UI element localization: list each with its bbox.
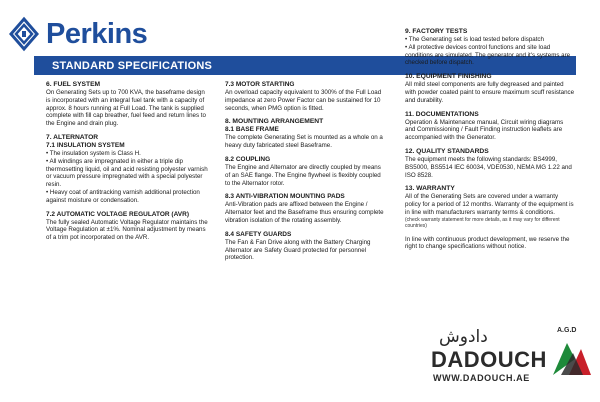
section-warranty xyxy=(405,185,575,229)
dealer-name: DADOUCH xyxy=(431,347,547,372)
dealer-abbreviation: A.G.D xyxy=(557,327,577,334)
section-title: 10. EQUIPMENT FINISHING xyxy=(405,73,492,81)
section-anti-vibration xyxy=(225,193,387,224)
banner-title: STANDARD SPECIFICATIONS xyxy=(52,60,213,72)
brand-name: Perkins xyxy=(46,17,148,50)
bullet-item: • All windings are impregnated in either a triple dip thermosetting liquid, oil and acid resisting polyester varnish or vacuum pressure impregnated with a special polyester resin. xyxy=(46,157,208,189)
section-title: 8. MOUNTING ARRANGEMENT xyxy=(225,118,324,126)
section-quality-standards xyxy=(405,148,575,179)
section-text: All mild steel components are fully degreased and painted with powder coated paint to ensure maximum scuff resistance and durability. xyxy=(405,81,575,104)
dadouch-logo xyxy=(427,327,597,397)
section-title: 9. FACTORY TESTS xyxy=(405,28,468,35)
closing-statement: In line with continuous product development, we reserve the right to change specifications without notice. xyxy=(405,235,570,251)
subsection-title: 7.3 MOTOR STARTING xyxy=(225,81,295,88)
subsection-title: 7.2 AUTOMATIC VOLTAGE REGULATOR (AVR) xyxy=(46,210,189,218)
spec-column-3 xyxy=(405,28,575,251)
section-coupling xyxy=(225,156,387,187)
bullet-item: • The insulation system is Class H. xyxy=(46,149,141,157)
bullet-item: • Heavy coat of antitracking varnish additional protection against moisture or condensation. xyxy=(46,188,200,204)
section-safety-guards xyxy=(225,231,387,262)
section-title: 6. FUEL SYSTEM xyxy=(46,81,101,88)
perkins-logo xyxy=(6,16,147,52)
spec-column-2 xyxy=(225,81,387,268)
section-text: The Engine and Alternator are directly coupled by means of an SAE flange. The Engine flywheel is flexibly coupled to the Alternator rotor. xyxy=(225,163,381,187)
section-text: The fully sealed Automatic Voltage Regulator maintains the Voltage Regulation at ±1%. Nominal adjustment by means of a trim pot incorporated on the AVR. xyxy=(46,218,208,242)
subsection-title: 8.4 SAFETY GUARDS xyxy=(225,230,292,238)
section-text: The equipment meets the following standards: BS4999, BS5000, BS5514 IEC 60034, VDE0530, NEMA MG 1.22 and ISO 8528. xyxy=(405,155,572,179)
section-text: Operation & Maintenance manual, Circuit wiring diagrams and Commissioning / Fault Finding instruction leaflets are accompanied with the Generator. xyxy=(405,118,564,142)
section-alternator xyxy=(46,134,208,205)
section-mounting xyxy=(225,118,387,150)
section-documentations xyxy=(405,111,575,142)
subsection-title: 8.1 BASE FRAME xyxy=(225,126,279,134)
section-title: 7. ALTERNATOR xyxy=(46,133,99,141)
section-text: Anti-Vibration pads are affixed between the Engine / Alternator feet and the Baseframe thus ensuring complete vibration isolation of the rotating assembly. xyxy=(225,201,384,224)
dealer-website: WWW.DADOUCH.AE xyxy=(433,373,530,383)
spec-column-1 xyxy=(46,81,208,248)
bullet-item: • The Generating set is load tested before dispatch xyxy=(405,36,544,43)
subsection-title: 8.2 COUPLING xyxy=(225,155,271,163)
section-title: 12. QUALITY STANDARDS xyxy=(405,147,489,155)
section-text: On Generating Sets up to 700 KVA, the baseframe design is incorporated with an integral fuel tank with a capacity of approx. 8 hours running at Full Load. The tank is supplied complete with fill cap breather, fuel feed and return lines to the Engine and drain plug. xyxy=(46,89,206,128)
subsection-title: 7.1 INSULATION SYSTEM xyxy=(46,141,125,149)
section-text: The Fan & Fan Drive along with the Battery Charging Alternator are Safety Guard protected for personnel protection. xyxy=(225,238,371,262)
section-title: 13. WARRANTY xyxy=(405,185,455,193)
section-fuel-system xyxy=(46,81,208,128)
bullet-item: • All protective devices control functions and site load conditions are simulated. The generator and it's systems are checked before dispatch. xyxy=(405,43,571,67)
section-text: All of the Generating Sets are covered under a warranty policy for a period of 12 months. Warranty of the equipment is in line with manufacturers warranty terms & conditions. xyxy=(405,193,574,216)
dealer-arabic-name: دادوش xyxy=(439,327,488,347)
section-text: An overload capacity equivalent to 300% of the Full Load impedance at zero Power Factor can be sustained for 10 seconds, when PMG option is fitted. xyxy=(225,89,382,112)
section-avr xyxy=(46,211,208,242)
section-text: The complete Generating Set is mounted as a whole on a heavy duty fabricated steel Baseframe. xyxy=(225,134,383,150)
subsection-title: 8.3 ANTI-VIBRATION MOUNTING PADS xyxy=(225,193,345,201)
section-factory-tests xyxy=(405,28,575,67)
section-title: 11. DOCUMENTATIONS xyxy=(405,110,479,118)
dadouch-emblem-icon xyxy=(547,329,593,379)
section-motor-starting xyxy=(225,81,387,112)
section-equipment-finishing xyxy=(405,73,575,104)
warranty-note: (check warranty statement for more details, as it may vary for different countries) xyxy=(405,216,560,230)
perkins-emblem-icon xyxy=(6,16,42,52)
